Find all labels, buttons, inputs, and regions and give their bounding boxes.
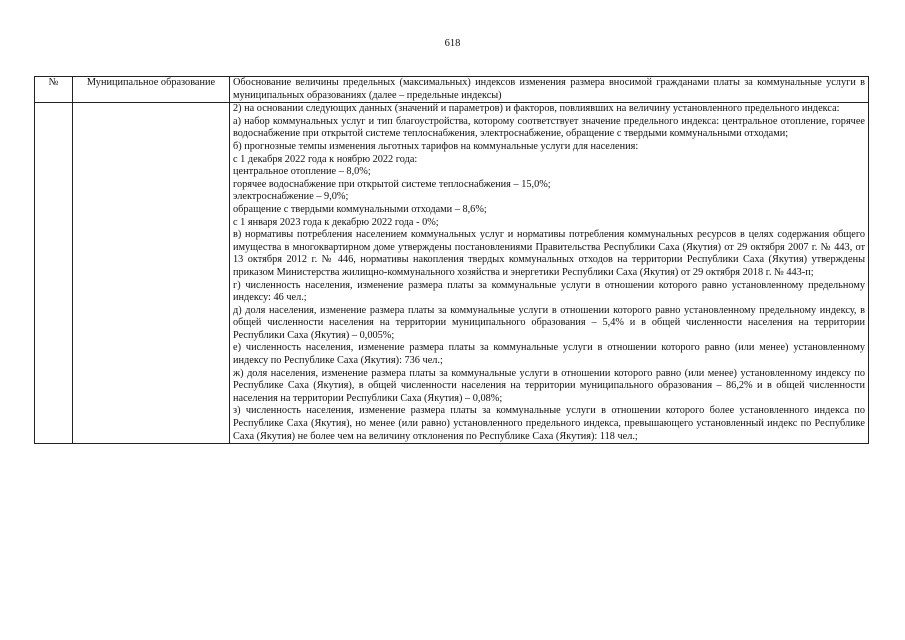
paragraph: д) доля населения, изменение размера платы за коммунальные услуги в отношении которого равно установленному предельному индексу, в общей численности населения на территории муниципального образования – 5,4% и в общей численности населения на территории Республики Саха (Якутия) – 0,005%; — [233, 304, 865, 341]
indices-table — [34, 76, 869, 444]
header-municipality: Муниципальное образование — [73, 77, 230, 103]
paragraph: ж) доля населения, изменение размера платы за коммунальные услуги в отношении которого равно (или менее) установленному индексу по Республике Саха (Якутия), в общей численности населения на территории муниципального образования – 86,2% и в общей численности населения на территории Республики Саха (Якутия) – 0,08%; — [233, 367, 865, 404]
paragraph: в) нормативы потребления населением коммунальных услуг и нормативы потребления коммунальных ресурсов в целях содержания общего имущества в многоквартирном доме утверждены постановлениями Правительства Республики Саха (Якутия) от 29 октября 2007 г. № 443, от 13 октября 2012 г. № 446, нормативы накопления твердых коммунальных отходов на территории Республики Саха (Якутия) утверждены приказом Министерства жилищно-коммунального хозяйства и энергетики Республики Саха (Якутия) от 29 октября 2018 г. № 443-п; — [233, 229, 865, 278]
paragraph: обращение с твердыми коммунальными отходами – 8,6%; — [233, 203, 487, 215]
paragraph: с 1 января 2023 года к декабрю 2022 года - 0%; — [233, 216, 439, 228]
paragraph: г) численность населения, изменение размера платы за коммунальные услуги в отношении которого равно установленному предельному индексу: 46 чел.; — [233, 279, 865, 304]
paragraph: е) численность населения, изменение размера платы за коммунальные услуги в отношении которого равно (или менее) установленному индексу по Республике Саха (Якутия): 736 чел.; — [233, 342, 865, 367]
page-number: 618 — [444, 38, 461, 49]
header-number: № — [35, 77, 73, 103]
paragraph: электроснабжение – 9,0%; — [233, 191, 349, 203]
table-header-row — [35, 77, 869, 103]
row-basis-cell — [230, 103, 869, 444]
paragraph: горячее водоснабжение при открытой системе теплоснабжения – 15,0%; — [233, 178, 551, 190]
paragraph: 2) на основании следующих данных (значений и параметров) и факторов, повлиявших на величину установленного предельного индекса: — [233, 103, 840, 115]
paragraph: б) прогнозные темпы изменения льготных тарифов на коммунальные услуги для населения: — [233, 140, 639, 152]
paragraph: а) набор коммунальных услуг и тип благоустройства, которому соответствует значение предельного индекса: центральное отопление, горячее водоснабжение при открытой системе теплоснабжения, электроснабжение, обращение с твердыми коммунальными отходами; — [233, 115, 865, 140]
row-municipality-cell — [73, 103, 230, 444]
table-row — [35, 103, 869, 444]
paragraph: з) численность населения, изменение размера платы за коммунальные услуги в отношении которого более установленного индекса по Республике Саха (Якутия), но менее (или равно) установленного предельного индекса, превышающего установленный индекс по Республике Саха (Якутия) не более чем на величину отклонения по Республике Саха (Якутия): 118 чел.; — [233, 405, 865, 442]
paragraph: с 1 декабря 2022 года к ноябрю 2022 года: — [233, 153, 418, 165]
row-number-cell — [35, 103, 73, 444]
header-basis: Обоснование величины предельных (максимальных) индексов изменения размера вносимой гражданами платы за коммунальные услуги в муниципальных образованиях (далее – предельные индексы) — [230, 77, 869, 103]
paragraph: центральное отопление – 8,0%; — [233, 166, 371, 178]
